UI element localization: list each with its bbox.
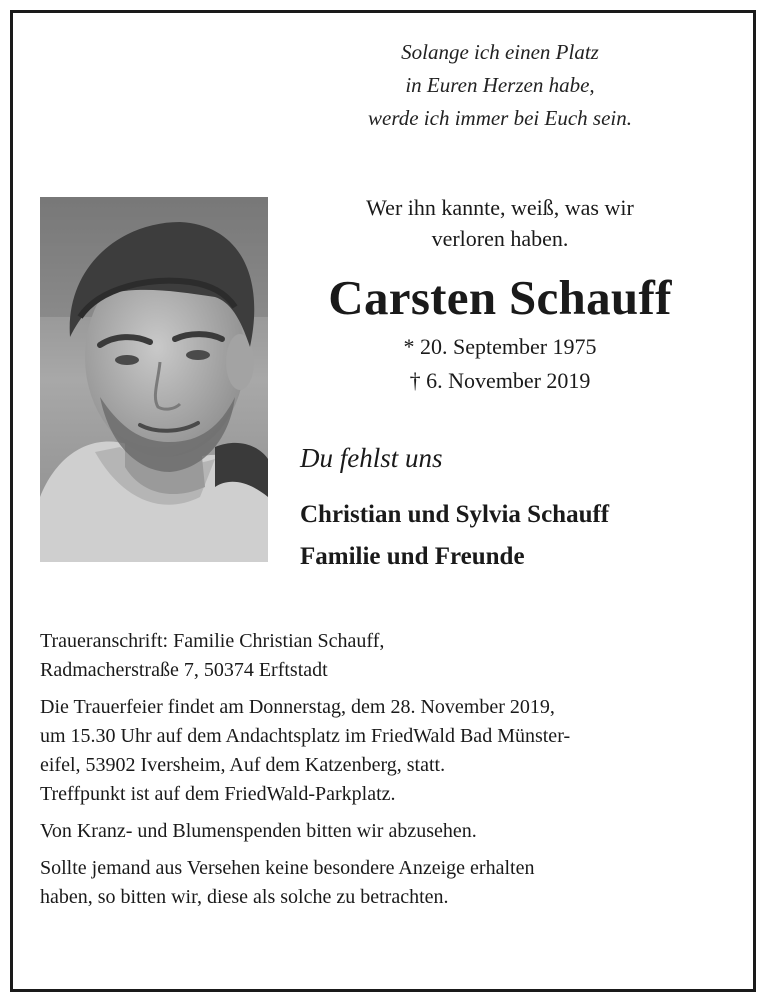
ceremony-info [40, 693, 706, 809]
farewell-line: Du fehlst uns [300, 443, 443, 473]
lead-text [300, 192, 700, 254]
ceremony-line: Die Trauerfeier findet am Donnerstag, dem 28. November 2019, [40, 696, 555, 718]
portrait-photo-icon [40, 197, 268, 562]
birth-date: * 20. September 1975 [403, 334, 597, 359]
notice-line: haben, so bitten wir, diese als solche zu betrachten. [40, 886, 449, 908]
motto-line: Solange ich einen Platz [401, 40, 599, 64]
mourning-address [40, 627, 706, 685]
address-line: Traueranschrift: Familie Christian Schauff, [40, 630, 385, 652]
flowers-note: Von Kranz- und Blumenspenden bitten wir abzusehen. [40, 820, 477, 842]
notice-line: Sollte jemand aus Versehen keine besondere Anzeige erhalten [40, 857, 535, 879]
life-dates [300, 330, 700, 398]
motto-line: in Euren Herzen habe, [405, 73, 595, 97]
motto-quote [300, 36, 700, 135]
address-line: Radmacherstraße 7, 50374 Erftstadt [40, 659, 328, 681]
lead-line: Wer ihn kannte, weiß, was wir [366, 195, 634, 220]
notice-note [40, 854, 706, 912]
mourner-line: Christian und Sylvia Schauff [300, 501, 610, 528]
ceremony-line: Treffpunkt ist auf dem FriedWald-Parkplatz. [40, 783, 396, 805]
details-block [40, 627, 706, 912]
motto-line: werde ich immer bei Euch sein. [368, 106, 632, 130]
ceremony-line: um 15.30 Uhr auf dem Andachtsplatz im FriedWald Bad Münster- [40, 725, 571, 747]
lead-line: verloren haben. [431, 226, 569, 251]
mourner-line: Familie und Freunde [300, 543, 525, 570]
death-date: † 6. November 2019 [409, 368, 591, 393]
mourners-block [300, 494, 609, 578]
ceremony-line: eifel, 53902 Iversheim, Auf dem Katzenberg, statt. [40, 754, 446, 776]
deceased-name: Carsten Schauff [328, 270, 672, 325]
portrait-photo [40, 197, 268, 562]
